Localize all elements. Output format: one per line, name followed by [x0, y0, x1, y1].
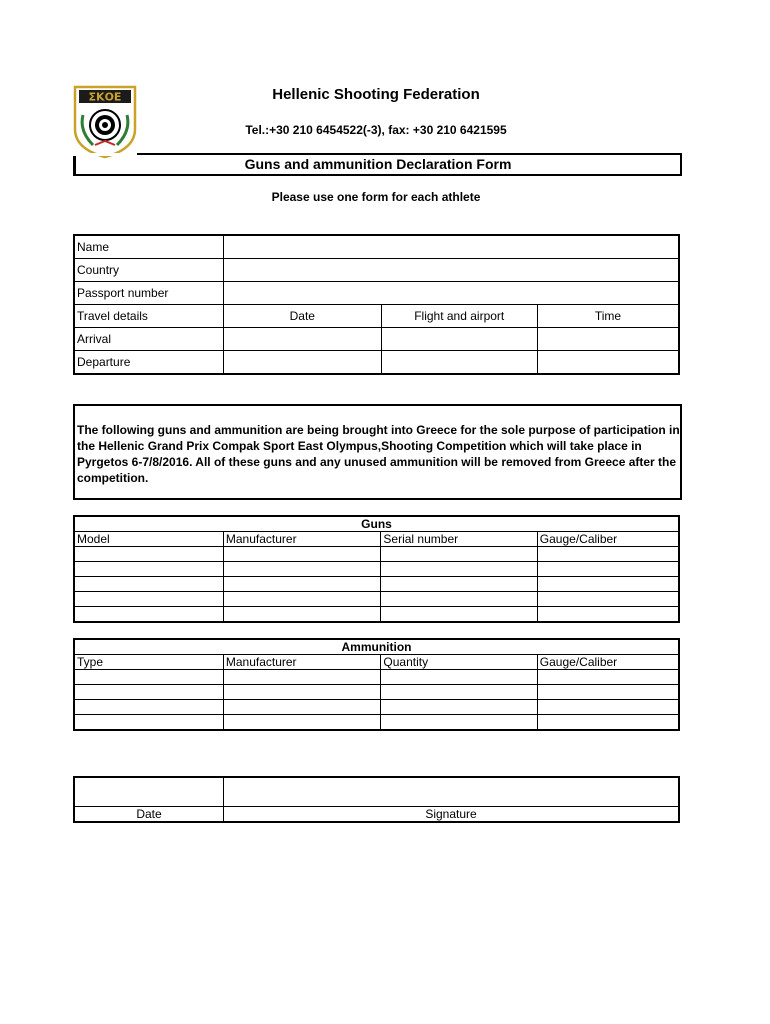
- form-instruction: Please use one form for each athlete: [271, 190, 481, 204]
- guns-cell[interactable]: [537, 547, 679, 562]
- table-row: [74, 655, 679, 670]
- federation-logo: [73, 85, 137, 159]
- country-field[interactable]: [224, 259, 679, 282]
- guns-cell[interactable]: [537, 577, 679, 592]
- flight-column-header: Flight and airport: [381, 305, 537, 328]
- guns-cell[interactable]: [537, 592, 679, 607]
- guns-cell[interactable]: [74, 562, 223, 577]
- ammo-cell[interactable]: [223, 715, 381, 731]
- guns-cell[interactable]: [537, 562, 679, 577]
- arrival-time-field[interactable]: [537, 328, 679, 351]
- signature-field[interactable]: [224, 777, 679, 807]
- table-row: [74, 700, 679, 715]
- ammo-cell[interactable]: [537, 700, 679, 715]
- name-field[interactable]: [224, 235, 679, 259]
- ammo-manufacturer-header: Manufacturer: [223, 655, 381, 670]
- ammo-cell[interactable]: [537, 685, 679, 700]
- ammo-cell[interactable]: [223, 685, 381, 700]
- name-label: Name: [74, 235, 224, 259]
- guns-cell[interactable]: [74, 577, 223, 592]
- guns-cell[interactable]: [537, 607, 679, 623]
- table-row: [74, 639, 679, 655]
- table-row: [74, 351, 679, 375]
- guns-cell[interactable]: [381, 577, 537, 592]
- guns-cell[interactable]: [381, 592, 537, 607]
- shield-logo-icon: [73, 85, 137, 159]
- departure-time-field[interactable]: [537, 351, 679, 375]
- guns-cell[interactable]: [223, 562, 381, 577]
- guns-cell[interactable]: [74, 547, 223, 562]
- arrival-date-field[interactable]: [224, 328, 381, 351]
- statement-text: The following guns and ammunition are being brought into Greece for the sole purpose of participation in the Hellenic Grand Prix Compak Sport East Olympus,Shooting Competition which will take place in Pyrgetos 6-7/8/2016. All of these guns and any unused ammunition will be removed from Greece after the competition.: [77, 423, 680, 485]
- arrival-flight-field[interactable]: [381, 328, 537, 351]
- departure-flight-field[interactable]: [381, 351, 537, 375]
- table-row: [74, 235, 679, 259]
- guns-title: Guns: [74, 516, 679, 532]
- table-row: [74, 532, 679, 547]
- ammunition-table: [73, 638, 680, 731]
- ammo-cell[interactable]: [223, 670, 381, 685]
- date-label: Date: [74, 807, 224, 823]
- signature-label: Signature: [224, 807, 679, 823]
- table-row: [74, 305, 679, 328]
- guns-gauge-header: Gauge/Caliber: [537, 532, 679, 547]
- table-row: [74, 607, 679, 623]
- ammo-cell[interactable]: [381, 700, 537, 715]
- ammo-cell[interactable]: [381, 670, 537, 685]
- guns-cell[interactable]: [381, 562, 537, 577]
- time-column-header: Time: [537, 305, 679, 328]
- declaration-statement: [73, 404, 682, 500]
- ammo-cell[interactable]: [74, 685, 223, 700]
- passport-label: Passport number: [74, 282, 224, 305]
- table-row: [74, 670, 679, 685]
- guns-cell[interactable]: [223, 577, 381, 592]
- guns-manufacturer-header: Manufacturer: [223, 532, 381, 547]
- ammo-cell[interactable]: [381, 715, 537, 731]
- departure-date-field[interactable]: [224, 351, 381, 375]
- ammo-cell[interactable]: [537, 715, 679, 731]
- table-row: [74, 715, 679, 731]
- table-row: [74, 562, 679, 577]
- table-row: [74, 328, 679, 351]
- logo-text: ΣΚΟΕ: [88, 90, 122, 104]
- federation-name: Hellenic Shooting Federation: [272, 86, 480, 103]
- ammo-cell[interactable]: [537, 670, 679, 685]
- guns-cell[interactable]: [223, 607, 381, 623]
- guns-table: [73, 515, 680, 623]
- table-row: [74, 259, 679, 282]
- title-gap: [73, 153, 137, 156]
- guns-cell[interactable]: [223, 547, 381, 562]
- ammo-cell[interactable]: [74, 715, 223, 731]
- departure-label: Departure: [74, 351, 224, 375]
- ammo-cell[interactable]: [74, 700, 223, 715]
- ammo-cell[interactable]: [381, 685, 537, 700]
- ammo-cell[interactable]: [74, 670, 223, 685]
- form-title: Guns and ammunition Declaration Form: [73, 153, 682, 176]
- table-row: [74, 547, 679, 562]
- ammo-quantity-header: Quantity: [381, 655, 537, 670]
- signature-table: [73, 776, 680, 823]
- table-row: [74, 516, 679, 532]
- date-column-header: Date: [224, 305, 381, 328]
- table-row: [74, 685, 679, 700]
- ammunition-title: Ammunition: [74, 639, 679, 655]
- guns-cell[interactable]: [74, 592, 223, 607]
- table-row: [74, 777, 679, 807]
- athlete-details-table: [73, 234, 680, 375]
- arrival-label: Arrival: [74, 328, 224, 351]
- table-row: [74, 577, 679, 592]
- guns-cell[interactable]: [223, 592, 381, 607]
- ammo-type-header: Type: [74, 655, 223, 670]
- contact-info: Tel.:+30 210 6454522(-3), fax: +30 210 6421595: [245, 123, 507, 137]
- date-sign-field[interactable]: [74, 777, 224, 807]
- guns-model-header: Model: [74, 532, 223, 547]
- country-label: Country: [74, 259, 224, 282]
- table-row: [74, 282, 679, 305]
- passport-field[interactable]: [224, 282, 679, 305]
- table-row: [74, 592, 679, 607]
- guns-cell[interactable]: [381, 607, 537, 623]
- guns-serial-header: Serial number: [381, 532, 537, 547]
- ammo-gauge-header: Gauge/Caliber: [537, 655, 679, 670]
- travel-label: Travel details: [74, 305, 224, 328]
- guns-cell[interactable]: [74, 607, 223, 623]
- table-row: [74, 807, 679, 823]
- ammo-cell[interactable]: [223, 700, 381, 715]
- guns-cell[interactable]: [381, 547, 537, 562]
